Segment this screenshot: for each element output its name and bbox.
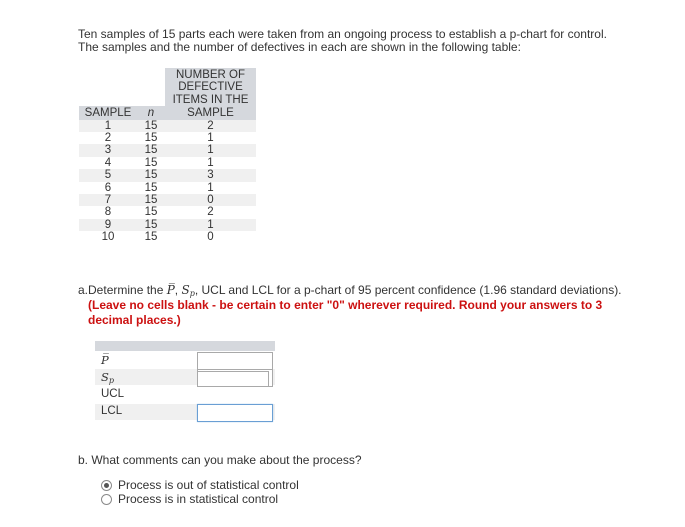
table-row: 4 15 1 bbox=[79, 157, 256, 169]
header-sample: SAMPLE bbox=[79, 106, 137, 119]
question-a-label: a. bbox=[78, 283, 89, 297]
sample-data-table bbox=[79, 68, 256, 244]
option-label: Process is out of statistical control bbox=[118, 478, 299, 492]
answer-label-ucl: UCL bbox=[101, 388, 125, 400]
table-row: 8 15 2 bbox=[79, 206, 256, 218]
answer-label-lcl: LCL bbox=[101, 405, 123, 417]
answer-table-header bbox=[95, 341, 275, 351]
question-b-label: b. bbox=[78, 453, 89, 467]
intro-line-1: Ten samples of 15 parts each were taken from an ongoing process to establish a p-chart for control. bbox=[78, 27, 607, 41]
answer-table bbox=[95, 341, 275, 424]
p-bar-symbol: P̅ bbox=[166, 283, 175, 297]
option-in-control[interactable] bbox=[101, 493, 278, 506]
table-row: 10 15 0 bbox=[79, 231, 256, 243]
ucl-input[interactable] bbox=[197, 371, 269, 387]
question-a: a.Determine the P̅, $S_p$, UCL and LCL for a p-chart of 95 percent confidence (1.96 standard deviations). bbox=[78, 283, 622, 298]
lcl-input[interactable] bbox=[197, 404, 273, 422]
table-row: 2 15 1 bbox=[79, 132, 256, 144]
intro-line-2: The samples and the number of defectives in each are shown in the following table: bbox=[78, 40, 521, 54]
table-row: 6 15 1 bbox=[79, 182, 256, 194]
pbar-input[interactable] bbox=[197, 352, 273, 370]
answer-label-pbar: P̅ bbox=[101, 353, 109, 367]
answer-row-lcl bbox=[95, 404, 275, 420]
question-b bbox=[78, 453, 362, 467]
answer-label-sp: $S_p$ bbox=[101, 370, 115, 385]
rounding-warning: (Leave no cells blank - be certain to enter "0" wherever required. Round your answers to 3 decimal places.) bbox=[88, 298, 603, 327]
table-row: 1 15 2 bbox=[79, 120, 256, 132]
option-out-of-control[interactable] bbox=[101, 479, 299, 492]
header-defects-last: SAMPLE bbox=[165, 106, 256, 119]
problem-intro bbox=[78, 28, 658, 54]
option-label: Process is in statistical control bbox=[118, 492, 279, 506]
header-n: n bbox=[137, 106, 165, 119]
header-defects: NUMBER OF DEFECTIVE ITEMS IN THE bbox=[165, 68, 256, 106]
question-b-text: What comments can you make about the process? bbox=[91, 453, 362, 467]
radio-in-control[interactable] bbox=[101, 494, 112, 505]
radio-out-of-control[interactable] bbox=[101, 480, 112, 491]
table-row: 5 15 3 bbox=[79, 169, 256, 181]
answer-row-ucl bbox=[95, 387, 275, 403]
table-row: 3 15 1 bbox=[79, 144, 256, 156]
table-row: 9 15 1 bbox=[79, 219, 256, 231]
table-row: 7 15 0 bbox=[79, 194, 256, 206]
answer-row-pbar bbox=[95, 352, 275, 368]
sp-symbol: S bbox=[181, 283, 190, 297]
